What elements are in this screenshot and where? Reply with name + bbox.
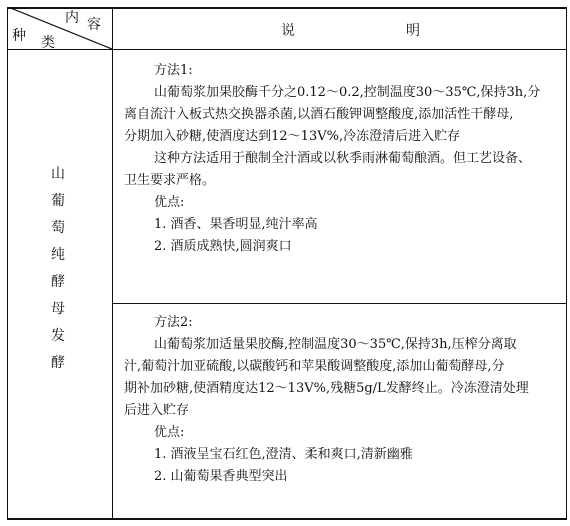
kind-char: 葡: [51, 193, 65, 209]
method-1-line: 离自流汁入板式热交换器杀菌,以酒石酸钾调整酸度,添加活性干酵母,: [124, 107, 514, 122]
header-content-char-1: 内: [65, 10, 79, 26]
method-2-line: 山葡萄浆加适量果胶酶,控制温度30～35℃,保持3h,压榨分离取: [154, 337, 517, 352]
header-kind-char-2: 类: [41, 35, 55, 51]
row-divider: [113, 303, 566, 304]
method-1-adv-title: 优点:: [154, 195, 185, 210]
method-1-line: 这种方法适用于酿制全汁酒或以秋季雨淋葡萄酿酒。但工艺设备、: [154, 151, 532, 166]
method-1-adv-item: 2. 酒质成熟快,圆润爽口: [154, 239, 292, 254]
method-2-line: 后进入贮存: [124, 403, 190, 418]
kind-char: 酵: [51, 355, 65, 371]
method-2-line: 汁,葡萄汁加亚硫酸,以碳酸钙和苹果酸调整酸度,添加山葡萄酵母,分: [124, 359, 505, 374]
header-kind-char-1: 种: [12, 28, 26, 44]
column-divider: [112, 7, 113, 520]
method-1-cell: [124, 60, 566, 258]
method-1-line: 山葡萄浆加果胶酶千分之0.12～0.2,控制温度30～35℃,保持3h,分: [154, 85, 541, 100]
kind-char: 母: [51, 301, 65, 317]
table-bottom-rule: [8, 518, 566, 520]
header-desc-char-2: 明: [406, 23, 420, 39]
method-2-adv-item: 2. 山葡萄果香典型突出: [154, 469, 288, 484]
kind-char: 纯: [51, 247, 65, 263]
method-1-title: 方法1:: [154, 63, 193, 78]
kind-char: 萄: [51, 220, 65, 236]
method-2-adv-title: 优点:: [154, 425, 185, 440]
kind-char: 酵: [51, 274, 65, 290]
header-rule: [8, 49, 566, 50]
kind-char: 发: [51, 328, 65, 344]
method-1-line: 卫生要求严格。: [124, 173, 216, 188]
method-2-adv-item: 1. 酒液呈宝石红色,澄清、柔和爽口,清新幽雅: [154, 447, 413, 462]
method-2-cell: [124, 312, 566, 488]
header-desc-char-1: 说: [281, 23, 295, 39]
header-content-char-2: 容: [87, 17, 101, 33]
method-1-line: 分期加入砂糖,使酒度达到12～13V%,冷冻澄清后进入贮存: [124, 129, 461, 144]
kind-char: 山: [51, 166, 65, 182]
method-1-adv-item: 1. 酒香、果香明显,纯汁率高: [154, 217, 318, 232]
method-2-line: 期补加砂糖,使酒精度达12～13V%,残糖5g/L发酵终止。冷冻澄清处理: [124, 381, 529, 396]
process-table: [7, 7, 567, 520]
kind-cell: [8, 51, 112, 518]
method-2-title: 方法2:: [154, 315, 193, 330]
